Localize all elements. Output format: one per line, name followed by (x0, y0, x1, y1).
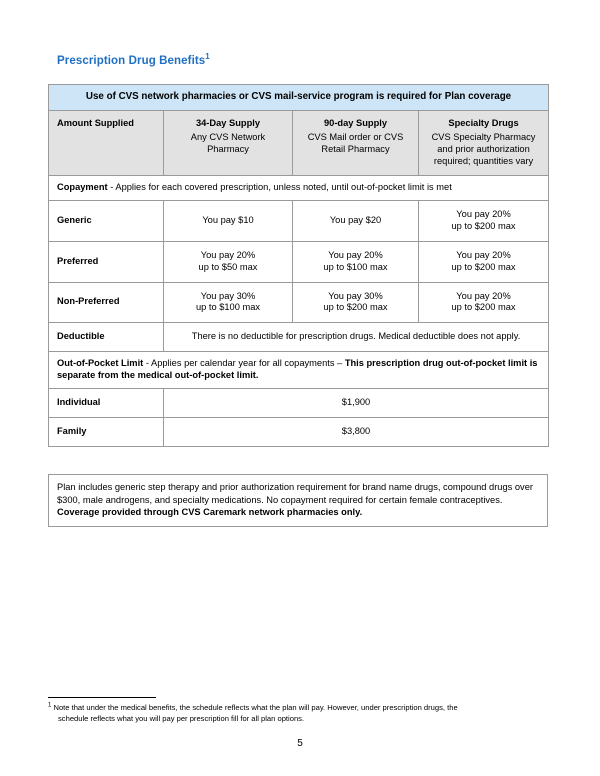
row-label-generic: Generic (49, 200, 164, 241)
cell-preferred-90-day (293, 241, 419, 282)
row-label-deductible: Deductible (49, 323, 164, 352)
column-header-90-day-supply-subtitle: CVS Mail order or CVS Retail Pharmacy (307, 132, 404, 155)
cell-generic-90-day-line1: You pay $20 (329, 214, 382, 225)
column-header-specialty-drugs (419, 110, 549, 176)
cell-individual-amount: $1,900 (164, 389, 549, 418)
cell-preferred-90-day-line1: You pay 20% (328, 249, 383, 260)
page-title-footnote-marker: 1 (205, 52, 210, 62)
cell-preferred-90-day-line2: up to $100 max (323, 261, 388, 272)
column-header-90-day-supply (293, 110, 419, 176)
footnote-line-2: schedule reflects what you will pay per prescription fill for all plan options. (58, 714, 305, 723)
table-banner-cell: Use of CVS network pharmacies or CVS mail-service program is required for Plan coverage (49, 85, 549, 111)
table-row-copayment-heading (49, 176, 549, 201)
cell-non-preferred-specialty-line2: up to $200 max (451, 302, 516, 313)
plan-note-text: Plan includes generic step therapy and prior authorization requirement for brand name drugs, compound drugs over $300, male androgens, and specialty medications. No copayment required for certain female contraceptives. (57, 482, 533, 505)
table-row-column-headers (49, 110, 549, 176)
cell-generic-34-day-line1: You pay $10 (202, 214, 254, 225)
footnote-separator (48, 697, 156, 698)
table-row (49, 417, 549, 446)
column-header-90-day-supply-title: 90-day Supply (323, 117, 388, 128)
cell-generic-specialty (419, 200, 549, 241)
cell-preferred-34-day (164, 241, 293, 282)
cell-preferred-specialty (419, 241, 549, 282)
column-header-specialty-drugs-title: Specialty Drugs (448, 117, 519, 128)
out-of-pocket-heading-bold-lead: Out-of-Pocket Limit (57, 358, 144, 369)
table-row (49, 200, 549, 241)
cell-generic-34-day (164, 200, 293, 241)
row-label-preferred: Preferred (49, 241, 164, 282)
page-number: 5 (297, 738, 303, 749)
page-title (57, 52, 210, 67)
out-of-pocket-heading-cell (49, 352, 549, 389)
column-header-amount-supplied (49, 110, 164, 176)
cell-preferred-specialty-line2: up to $200 max (451, 261, 516, 272)
cell-family-amount: $3,800 (164, 417, 549, 446)
row-label-individual: Individual (49, 389, 164, 418)
column-header-34-day-supply-subtitle: Any CVS Network Pharmacy (190, 132, 266, 155)
row-label-non-preferred: Non-Preferred (49, 282, 164, 323)
copayment-heading-rest: - Applies for each covered prescription, unless noted, until out-of-pocket limit is met (107, 182, 452, 193)
cell-generic-specialty-line2: up to $200 max (451, 220, 516, 231)
out-of-pocket-heading-mid: - Applies per calendar year for all copayments – (143, 358, 345, 369)
footnote-marker: 1 (48, 702, 52, 709)
table-row (49, 241, 549, 282)
cell-preferred-specialty-line1: You pay 20% (456, 249, 511, 260)
plan-note-box (48, 474, 548, 527)
cell-preferred-34-day-line1: You pay 20% (200, 249, 256, 260)
cell-non-preferred-90-day-line1: You pay 30% (328, 290, 383, 301)
copayment-heading-cell (49, 176, 549, 201)
cell-generic-specialty-line1: You pay 20% (456, 208, 511, 219)
column-header-amount-supplied-title: Amount Supplied (57, 117, 134, 128)
table-row-banner (49, 85, 549, 111)
cell-non-preferred-34-day (164, 282, 293, 323)
table-row (49, 282, 549, 323)
cell-non-preferred-34-day-line1: You pay 30% (200, 290, 256, 301)
plan-note-bold-tail: Coverage provided through CVS Caremark network pharmacies only. (57, 507, 363, 518)
table-row-out-of-pocket-heading (49, 352, 549, 389)
column-header-34-day-supply (164, 110, 293, 176)
footnote (48, 702, 550, 724)
page-title-text: Prescription Drug Benefits (57, 55, 206, 67)
cell-preferred-34-day-line2: up to $50 max (198, 261, 258, 272)
copayment-heading-bold: Copayment (57, 182, 108, 193)
cell-non-preferred-34-day-line2: up to $100 max (195, 302, 261, 313)
column-header-specialty-drugs-subtitle: CVS Specialty Pharmacy and prior authorization required; quantities vary (431, 132, 536, 167)
cell-generic-90-day (293, 200, 419, 241)
cell-non-preferred-specialty-line1: You pay 20% (456, 290, 511, 301)
column-header-34-day-supply-title: 34-Day Supply (195, 117, 261, 128)
row-label-family: Family (49, 417, 164, 446)
cell-deductible-value: There is no deductible for prescription drugs. Medical deductible does not apply. (164, 323, 549, 352)
cell-non-preferred-90-day (293, 282, 419, 323)
out-of-pocket-heading-bold-tail: This prescription drug out-of-pocket limit is separate from the medical out-of-pocket limit. (57, 358, 538, 381)
table-row (49, 389, 549, 418)
cell-non-preferred-specialty (419, 282, 549, 323)
prescription-drug-benefits-table (48, 84, 549, 447)
cell-non-preferred-90-day-line2: up to $200 max (323, 302, 388, 313)
table-row-deductible (49, 323, 549, 352)
footnote-line-1: Note that under the medical benefits, the schedule reflects what the plan will pay. However, under prescription drugs, the (51, 703, 458, 712)
